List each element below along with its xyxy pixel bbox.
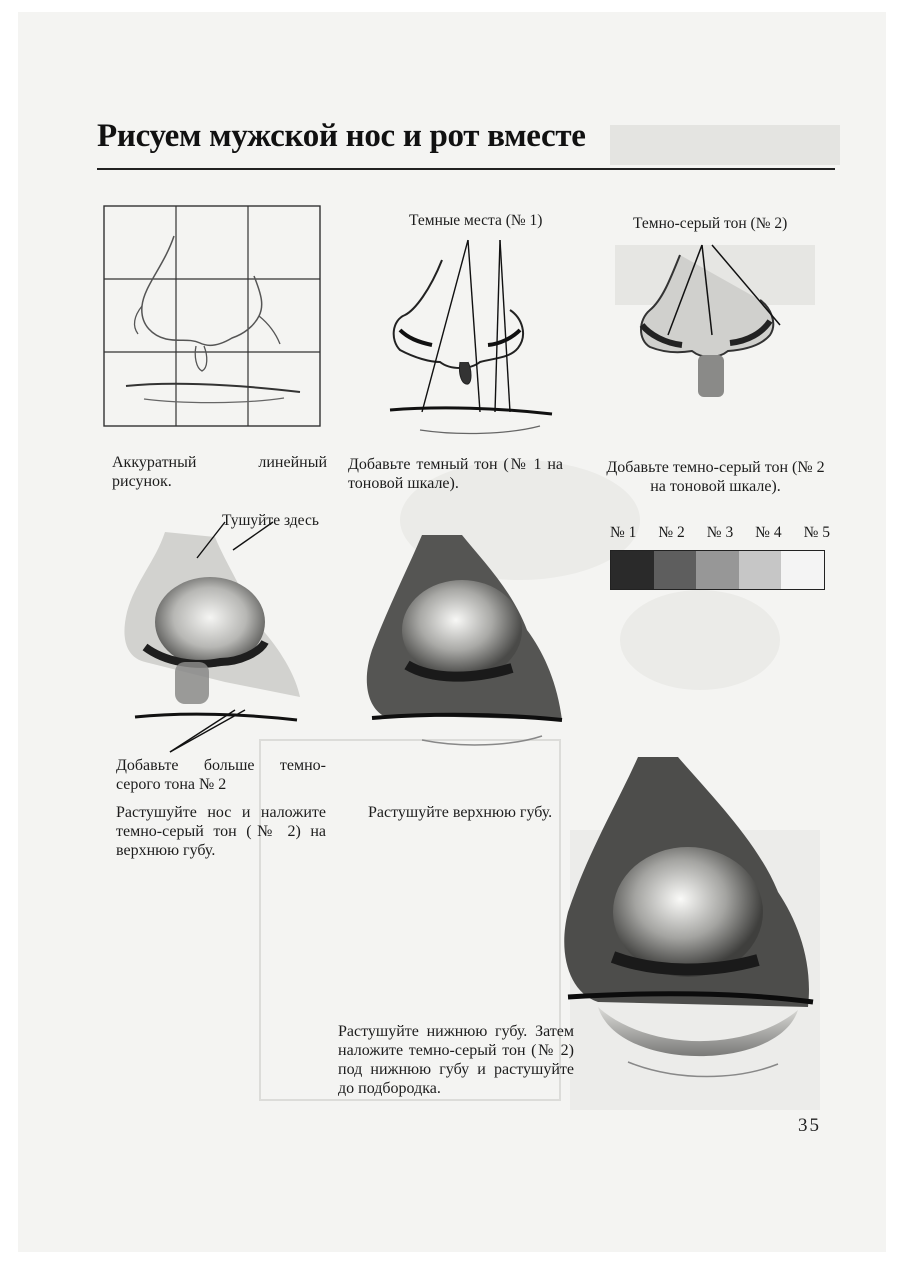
tone-swatch-3 — [696, 551, 739, 589]
tone-label-5: № 5 — [803, 524, 830, 541]
final-shaded-drawing — [558, 752, 828, 1092]
caption-line-drawing: Аккуратный линейный рисунок. — [112, 454, 327, 490]
tone-swatch-1 — [611, 551, 654, 589]
caption-add-dark-gray: Добавьте темно-серый тон (№ 2 на тоновой шкале). — [606, 459, 825, 495]
tone-swatch-2 — [654, 551, 697, 589]
page-number: 35 — [798, 1115, 821, 1136]
tone-label-4: № 4 — [755, 524, 782, 541]
dark-gray-tone-drawing — [620, 235, 820, 425]
tone-scale-labels — [610, 524, 830, 542]
title-underline — [97, 168, 835, 170]
shaded-nose-drawing — [115, 522, 315, 732]
page-title: Рисуем мужской нос и рот вместе — [97, 118, 586, 154]
grid-line-drawing — [104, 206, 322, 428]
shade-here-label: Тушуйте здесь — [222, 512, 319, 529]
tone-label-1: № 1 — [610, 524, 637, 541]
dark-tone-drawing — [380, 230, 570, 460]
caption-shade-upper-lip: Растушуйте верхнюю губу. — [368, 804, 553, 821]
dark-places-label: Темные места (№ 1) — [409, 212, 543, 229]
tone-scale — [610, 550, 825, 590]
caption-add-dark: Добавьте темный тон (№ 1 на тоновой шкале). — [348, 456, 563, 492]
tone-swatch-4 — [739, 551, 782, 589]
tone-swatch-5 — [781, 551, 824, 589]
tone-label-2: № 2 — [658, 524, 685, 541]
dark-gray-tone-label: Темно-серый тон (№ 2) — [633, 215, 788, 232]
caption-shade-nose: Растушуйте нос и наложите темно-серый тон (№ 2) на верхнюю губу. — [116, 804, 326, 859]
shaded-upper-lip-drawing — [362, 530, 572, 750]
tone-label-3: № 3 — [706, 524, 734, 541]
caption-shade-lower-lip: Растушуйте нижнюю губу. Затем наложите темно-серый тон (№ 2) под нижнюю губу и растушуйте до подбородка. — [338, 1023, 574, 1097]
caption-add-more-gray: Добавьте больше темно-серого тона № 2 — [116, 757, 326, 793]
